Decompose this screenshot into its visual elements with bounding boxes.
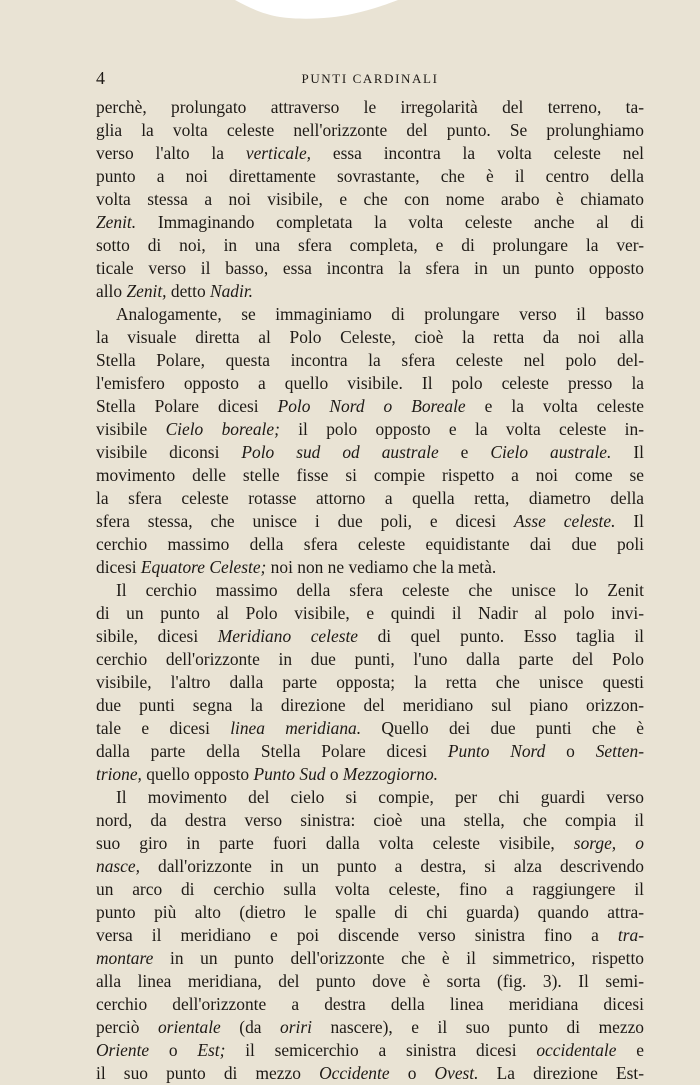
italic-term: Mezzogiorno. (342, 764, 439, 784)
text-run: ticale verso il basso, essa incontra la sfera in un punto opposto (96, 258, 644, 278)
text-line (96, 556, 644, 579)
text-run: visibile diconsi (96, 442, 242, 462)
italic-term: Oriente (96, 1040, 150, 1060)
text-run: cerchio dell'orizzonte a destra della linea meridiana dicesi (96, 994, 644, 1014)
italic-term: Occidente (319, 1063, 390, 1083)
text-run: e (438, 442, 491, 462)
text-run: volta stessa a noi visibile, e che con nome arabo è chiamato (96, 189, 644, 209)
text-line (96, 257, 644, 280)
text-run: Il cerchio massimo della sfera celeste che unisce lo Zenit (116, 580, 644, 600)
text-line (96, 1062, 644, 1085)
text-line (96, 602, 644, 625)
text-line (96, 924, 644, 947)
italic-term: Polo Nord o Boreale (277, 396, 466, 416)
text-run: (da (220, 1017, 281, 1037)
italic-term: Meridiano celeste (217, 626, 359, 646)
text-line (96, 96, 644, 119)
text-line (96, 1016, 644, 1039)
italic-term: sorge, (573, 833, 617, 853)
text-run: Analogamente, se immaginiamo di prolungare verso il basso (116, 304, 644, 324)
text-run: punto più alto (dietro le spalle di chi guarda) quando attra- (96, 902, 644, 922)
italic-term: Nadir. (210, 281, 254, 301)
text-line (96, 441, 644, 464)
text-run: o (389, 1063, 435, 1083)
text-run: il polo opposto e la volta celeste in- (279, 419, 644, 439)
text-line (96, 211, 644, 234)
text-run: di un punto al Polo visibile, e quindi il Nadir al polo invi- (96, 603, 644, 623)
italic-term: Cielo boreale; (165, 419, 280, 439)
text-run: o (325, 764, 343, 784)
text-line (96, 694, 644, 717)
italic-term: oriri (280, 1017, 312, 1037)
text-line (96, 625, 644, 648)
text-run: nascere), e il suo punto di mezzo (311, 1017, 644, 1037)
text-run: Immaginando completata la volta celeste anche al di (136, 212, 644, 232)
text-run: l'emisfero opposto a quello visibile. Il polo celeste presso la (96, 373, 644, 393)
text-line (96, 418, 644, 441)
text-run: dicesi (96, 557, 141, 577)
text-run: tale e dicesi (96, 718, 231, 738)
italic-term: Punto Sud (253, 764, 326, 784)
text-run: la sfera celeste rotasse attorno a quella retta, diametro della (96, 488, 644, 508)
text-run: suo giro in parte fuori dalla volta celeste visibile, (96, 833, 574, 853)
text-line (96, 740, 644, 763)
text-line (96, 395, 644, 418)
text-run: la visuale diretta al Polo Celeste, cioè la retta da noi alla (96, 327, 644, 347)
italic-term: Equatore Celeste; (140, 557, 267, 577)
italic-term: verticale, (245, 143, 312, 163)
text-run (616, 833, 635, 853)
italic-term: montare (96, 948, 154, 968)
text-line (96, 1039, 644, 1062)
italic-term: occidentale (536, 1040, 617, 1060)
text-line (96, 165, 644, 188)
running-title: PUNTI CARDINALI (301, 71, 439, 86)
text-run: cerchio dell'orizzonte in due punti, l'uno dalla parte del Polo (96, 649, 644, 669)
text-line (96, 533, 644, 556)
page-header (96, 68, 644, 90)
text-run: Stella Polare dicesi (96, 396, 278, 416)
body-text (96, 96, 644, 1085)
italic-term: tra- (617, 925, 644, 945)
text-run: il suo punto di mezzo (96, 1063, 320, 1083)
text-run: Il (615, 511, 644, 531)
text-line (96, 809, 644, 832)
text-run: Il movimento del cielo si compie, per chi guardi verso (116, 787, 644, 807)
text-line (96, 372, 644, 395)
text-line (96, 671, 644, 694)
text-line (96, 487, 644, 510)
text-line (96, 648, 644, 671)
text-run: un arco di cerchio sulla volta celeste, fino a raggiungere il (96, 879, 644, 899)
text-run: alla linea meridiana, del punto dove è sorta (fig. 3). Il semi- (96, 971, 644, 991)
text-line (96, 349, 644, 372)
text-run: noi non ne vediamo che la metà. (266, 557, 497, 577)
text-run: due punti segna la direzione del meridiano sul piano orizzon- (96, 695, 644, 715)
text-run: nord, da destra verso sinistra: cioè una stella, che compia il (96, 810, 644, 830)
text-run: in un punto dell'orizzonte che è il simmetrico, rispetto (153, 948, 644, 968)
italic-term: nasce, (96, 856, 140, 876)
text-run: visibile, l'altro dalla parte opposta; la retta che unisce questi (96, 672, 644, 692)
text-run: glia la volta celeste nell'orizzonte del punto. Se prolunghiamo (96, 120, 644, 140)
text-line (96, 717, 644, 740)
text-run: detto (166, 281, 211, 301)
text-line (96, 970, 644, 993)
italic-term: Asse celeste. (514, 511, 616, 531)
italic-term: Zenit, (126, 281, 167, 301)
text-line (96, 464, 644, 487)
page-number: 4 (96, 68, 105, 88)
text-run: sibile, dicesi (96, 626, 218, 646)
italic-term: Punto Nord (447, 741, 546, 761)
text-run: punto a noi direttamente sovrastante, che è il centro della (96, 166, 644, 186)
torn-page-edge (0, 0, 700, 40)
text-line (96, 855, 644, 878)
text-line (96, 763, 644, 786)
italic-term: Cielo australe. (490, 442, 612, 462)
text-run: il semicerchio a sinistra dicesi (225, 1040, 537, 1060)
italic-term: o (635, 833, 644, 853)
text-run: movimento delle stelle fisse si compie rispetto a noi come se (96, 465, 644, 485)
text-run: di quel punto. Esso taglia il (358, 626, 644, 646)
text-line (96, 993, 644, 1016)
text-run: sfera stessa, che unisce i due poli, e dicesi (96, 511, 515, 531)
text-run: verso l'alto la (96, 143, 246, 163)
italic-term: linea meridiana. (230, 718, 362, 738)
text-run: essa incontra la volta celeste nel (311, 143, 644, 163)
text-run: Quello dei due punti che è (361, 718, 644, 738)
text-line (96, 878, 644, 901)
text-line (96, 280, 644, 303)
text-run: sotto di noi, in una sfera completa, e di prolungare la ver- (96, 235, 644, 255)
text-run: o (149, 1040, 198, 1060)
text-run: cerchio massimo della sfera celeste equidistante dai due poli (96, 534, 644, 554)
italic-term: Est; (197, 1040, 226, 1060)
text-line (96, 188, 644, 211)
text-run: allo (96, 281, 127, 301)
text-run: Il (611, 442, 644, 462)
text-run: e (616, 1040, 644, 1060)
text-line (96, 786, 644, 809)
text-line (96, 901, 644, 924)
text-run: quello opposto (141, 764, 254, 784)
italic-term: trione, (96, 764, 142, 784)
italic-term: Ovest. (434, 1063, 479, 1083)
text-run: o (545, 741, 596, 761)
text-run: dall'orizzonte in un punto a destra, si alza descrivendo (139, 856, 644, 876)
text-line (96, 234, 644, 257)
text-run: perciò (96, 1017, 158, 1037)
text-run: dalla parte della Stella Polare dicesi (96, 741, 448, 761)
text-run: La direzione Est- (478, 1063, 644, 1083)
text-line (96, 326, 644, 349)
text-line (96, 142, 644, 165)
text-line (96, 510, 644, 533)
italic-term: Setten- (595, 741, 644, 761)
italic-term: Polo sud od australe (241, 442, 439, 462)
text-run: e la volta celeste (465, 396, 644, 416)
italic-term: orientale (157, 1017, 221, 1037)
italic-term: Zenit. (96, 212, 137, 232)
text-run: versa il meridiano e poi discende verso sinistra fino a (96, 925, 618, 945)
text-line (96, 832, 644, 855)
text-run: Stella Polare, questa incontra la sfera celeste nel polo del- (96, 350, 644, 370)
text-line (96, 119, 644, 142)
text-line (96, 303, 644, 326)
text-run: perchè, prolungato attraverso le irregolarità del terreno, ta- (96, 97, 644, 117)
text-line (96, 579, 644, 602)
text-run: visibile (96, 419, 166, 439)
text-line (96, 947, 644, 970)
